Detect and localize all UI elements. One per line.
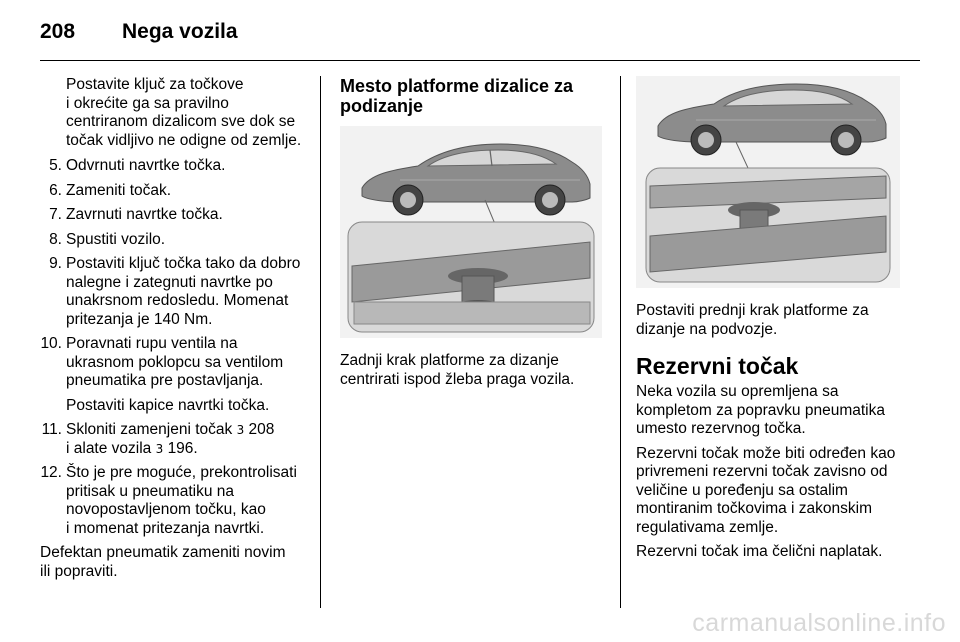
heading-line: Mesto platforme dizalice za — [340, 76, 574, 96]
page-reference-link[interactable]: 208 — [248, 421, 275, 438]
step-text — [66, 421, 302, 458]
page-reference-link[interactable]: 196. — [167, 439, 198, 457]
step-text — [66, 464, 302, 538]
page-header — [40, 14, 920, 54]
text-fragment: Skloniti zamenjeni točak — [66, 421, 233, 438]
section-heading — [340, 76, 602, 116]
text-line: Postavite ključ za točkove — [66, 76, 244, 93]
step-number: 11. — [41, 421, 62, 438]
text-line: centriranom dizalicom sve dok se — [66, 113, 296, 130]
text-fragment: i alate vozila — [66, 439, 152, 457]
text-line: montiranim točkovima i zakonskim — [636, 500, 873, 517]
text-line — [66, 421, 302, 440]
header-rule — [40, 60, 920, 61]
car-illustration-svg — [636, 76, 900, 288]
text-line: Rezervni točak može biti određen kao — [636, 444, 896, 462]
column-divider-2 — [620, 76, 621, 608]
text-line — [66, 440, 302, 459]
step-text: Zavrnuti navrtke točka. — [66, 206, 223, 223]
text-line: točak vidljivo ne odigne od zemlje. — [66, 131, 302, 149]
text-line: kompletom za popravku pneumatika — [636, 401, 885, 419]
text-line: regulativama zemlje. — [636, 518, 779, 536]
step-number: 9. — [49, 255, 62, 272]
rear-jack-point-illustration — [340, 126, 602, 338]
step-number: 7. — [49, 206, 62, 223]
text-line: pritezanja je 140 Nm. — [66, 310, 213, 328]
step-text: Spustiti vozilo. — [66, 230, 166, 248]
heading-line: podizanje — [340, 96, 424, 116]
car-illustration-svg — [340, 126, 602, 338]
column-2 — [340, 76, 602, 395]
front-jack-point-illustration — [636, 76, 900, 288]
step-text: Zameniti točak. — [66, 181, 172, 199]
text-line: Postaviti ključ točka tako da dobro — [66, 255, 301, 272]
watermark: carmanualsonline.info — [692, 609, 946, 637]
text-line: pneumatika pre postavljanja. — [66, 372, 264, 389]
step-10-subparagraph: Postaviti kapice navrtki točka. — [66, 396, 270, 414]
step-5 — [40, 157, 302, 176]
text-line: i okrećite ga sa pravilno — [66, 94, 229, 112]
step-number: 8. — [49, 230, 62, 248]
step-9 — [40, 255, 302, 329]
step-7 — [40, 206, 302, 225]
column-divider-1 — [320, 76, 321, 608]
page-number: 208 — [40, 20, 76, 43]
page-title: Nega vozila — [122, 20, 238, 43]
text-line: Defektan pneumatik zameniti novim — [40, 544, 286, 561]
cross-reference-icon: 3 — [155, 441, 164, 456]
step-number: 12. — [40, 464, 62, 481]
paragraph: Rezervni točak ima čelični naplatak. — [636, 543, 883, 560]
section-heading-spare-wheel: Rezervni točak — [636, 353, 799, 379]
text-line: unakrsnom redosledu. Momenat — [66, 292, 289, 309]
paragraph — [636, 383, 900, 439]
figure-caption — [340, 352, 602, 389]
text-line: Zadnji krak platforme za dizanje — [340, 352, 559, 369]
closing-paragraph — [40, 544, 302, 581]
step-12 — [40, 464, 302, 538]
text-line: umesto rezervnog točka. — [636, 420, 806, 437]
text-line: ukrasnom poklopcu sa ventilom — [66, 353, 284, 371]
text-line: Poravnati rupu ventila na — [66, 335, 238, 352]
step-text — [66, 335, 302, 391]
step-8 — [40, 231, 302, 250]
text-line: Što je pre moguće, prekontrolisati — [66, 464, 297, 481]
figure-caption — [636, 302, 900, 339]
text-line: privremeni rezervni točak zavisno od — [636, 463, 888, 480]
text-line: i momenat pritezanja navrtki. — [66, 519, 265, 537]
text-line: pritisak u pneumatiku na — [66, 482, 235, 500]
text-line: novopostavljenom točku, kao — [66, 501, 266, 518]
text-line: ili popraviti. — [40, 562, 118, 580]
column-3 — [636, 76, 900, 568]
text-line: nalegne i zategnuti navrtke po — [66, 273, 273, 291]
step-6 — [40, 182, 302, 201]
step-number: 10. — [40, 335, 62, 352]
text-line: veličine u poređenju sa ostalim — [636, 481, 848, 499]
text-line: Neka vozila su opremljena sa — [636, 383, 839, 400]
step-number: 5. — [49, 157, 62, 174]
column-1 — [40, 76, 302, 587]
cross-reference-icon: 3 — [236, 423, 245, 437]
step-11 — [40, 421, 302, 458]
text-line: dizanje na podvozje. — [636, 320, 778, 338]
step-text: Odvrnuti navrtke točka. — [66, 157, 226, 174]
step-10 — [40, 335, 302, 391]
paragraph — [636, 445, 900, 538]
text-line: centrirati ispod žleba praga vozila. — [340, 370, 575, 388]
text-line: Postaviti prednji krak platforme za — [636, 302, 869, 319]
step-text — [66, 255, 302, 329]
step-number: 6. — [49, 181, 62, 199]
continued-paragraph — [40, 76, 302, 150]
